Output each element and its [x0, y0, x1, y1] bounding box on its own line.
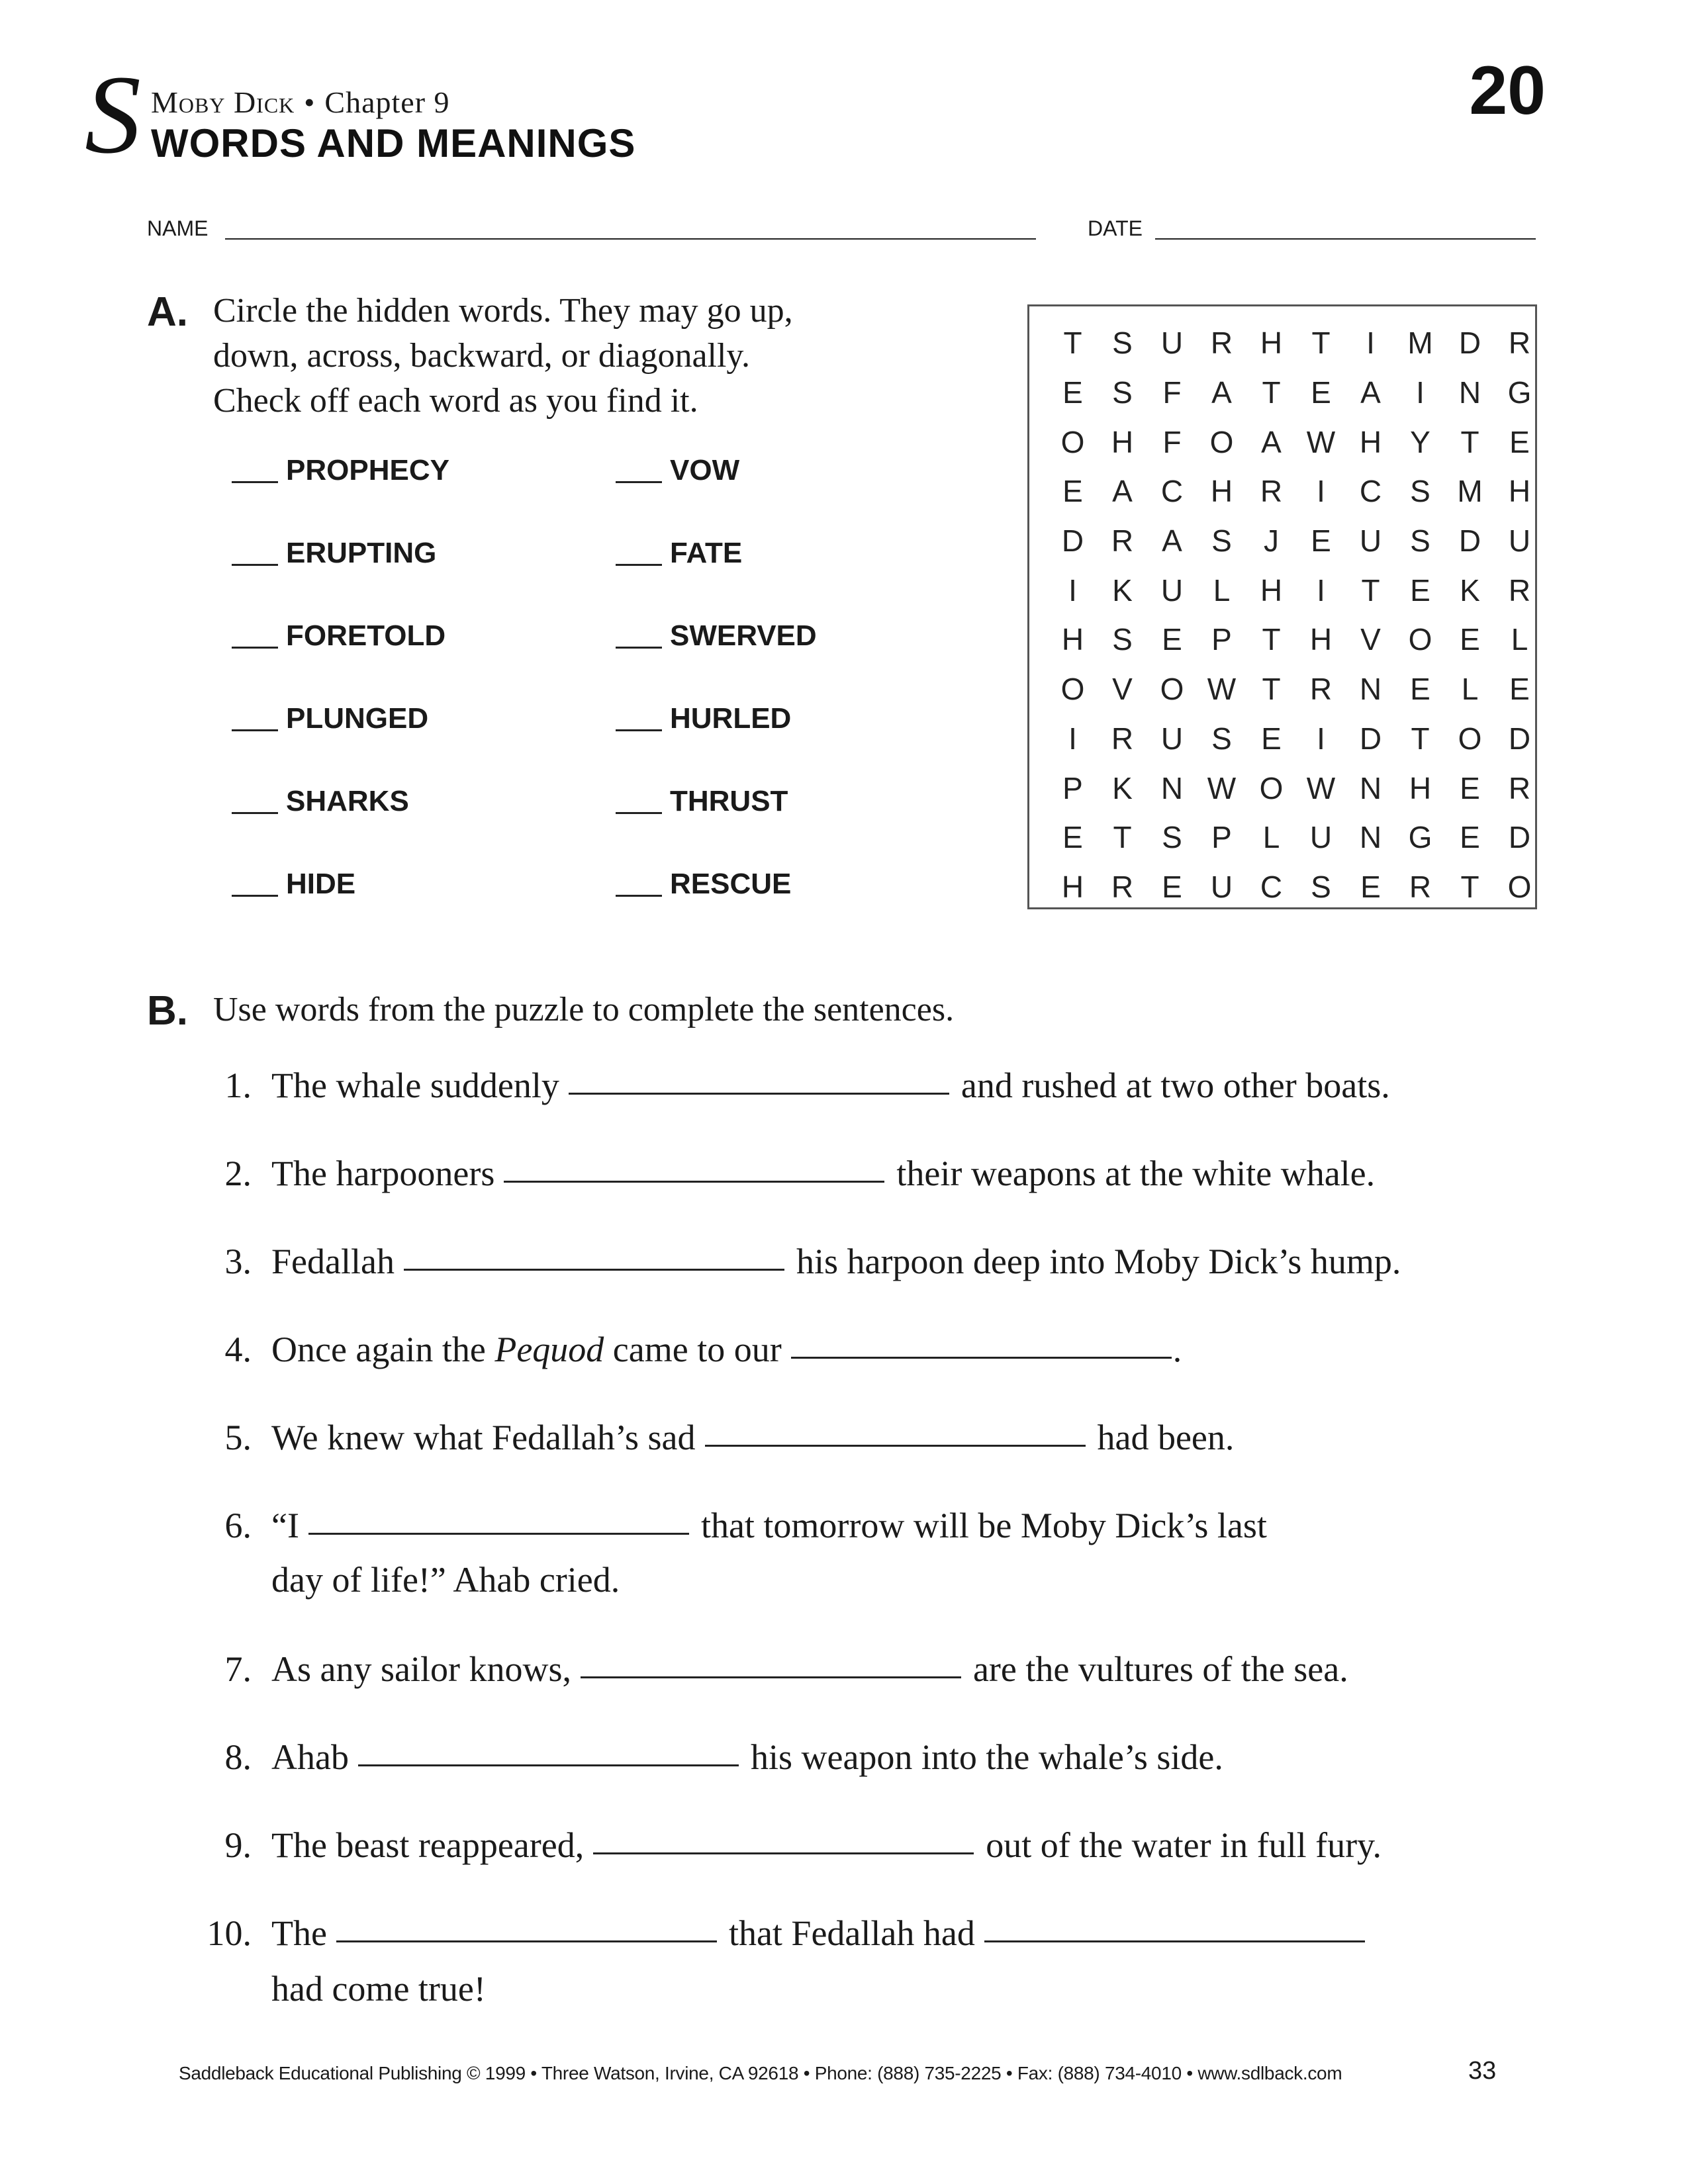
word-search-cell[interactable]: E — [1311, 375, 1331, 410]
word-search-cell[interactable]: E — [1509, 672, 1530, 707]
word-search-cell[interactable]: I — [1068, 721, 1077, 756]
word-item[interactable] — [616, 613, 827, 653]
sentence-number: 4. — [224, 1330, 252, 1369]
word-search-cell[interactable]: H — [1409, 770, 1432, 805]
word-search-cell[interactable]: M — [1407, 326, 1433, 361]
sentence-text: out of the water in full fury. — [986, 1825, 1382, 1865]
word-search-cell[interactable]: T — [1460, 869, 1479, 904]
word-item[interactable] — [232, 613, 616, 653]
word-search-cell[interactable]: A — [1211, 375, 1232, 410]
word-item[interactable] — [232, 861, 616, 901]
word-search-cell[interactable]: T — [1311, 326, 1331, 361]
word-search-cell[interactable]: R — [1111, 523, 1134, 559]
word-search-cell[interactable]: S — [1112, 375, 1133, 410]
word-item[interactable] — [232, 696, 616, 735]
word-search-cell[interactable]: U — [1359, 523, 1382, 559]
word-search-cell[interactable]: H — [1111, 424, 1134, 459]
sentence-text: his harpoon deep into Moby Dick’s hump. — [796, 1242, 1401, 1281]
sentence-text: . — [1172, 1330, 1182, 1369]
word-search-cell[interactable]: H — [1309, 622, 1333, 657]
word-search-cell[interactable]: A — [1360, 375, 1381, 410]
answer-blank[interactable] — [308, 1533, 689, 1535]
checkbox-blank[interactable] — [232, 481, 278, 483]
sentence-text: Fedallah — [271, 1242, 395, 1281]
checkbox-blank[interactable] — [232, 647, 278, 649]
sentence-text: The harpooners — [271, 1154, 495, 1193]
word-item[interactable] — [232, 447, 616, 487]
date-field[interactable] — [1155, 238, 1536, 240]
word-search-cell[interactable]: I — [1317, 572, 1325, 608]
word-search-cell[interactable]: U — [1508, 523, 1531, 559]
word-search-cell[interactable]: E — [1509, 424, 1530, 459]
word-search-cell[interactable]: K — [1460, 572, 1480, 608]
word-search-cell[interactable]: T — [1361, 572, 1380, 608]
answer-blank[interactable] — [358, 1764, 739, 1766]
word-search-cell[interactable]: E — [1062, 375, 1083, 410]
word-label: VOW — [670, 454, 740, 486]
word-label: SWERVED — [670, 619, 817, 652]
worksheet-number: 20 — [1469, 52, 1546, 129]
word-search-cell[interactable]: E — [1062, 474, 1083, 509]
word-search-cell[interactable]: U — [1309, 820, 1333, 855]
word-search-cell[interactable]: Y — [1410, 424, 1430, 459]
word-item[interactable] — [616, 696, 827, 735]
word-search-cell[interactable]: I — [1317, 474, 1325, 509]
word-label: PROPHECY — [286, 454, 449, 486]
word-search-cell[interactable]: S — [1410, 523, 1430, 559]
checkbox-blank[interactable] — [616, 564, 662, 566]
sentence-number: 2. — [224, 1154, 252, 1193]
word-search-cell[interactable]: O — [1458, 721, 1482, 756]
word-search-cell[interactable]: S — [1112, 622, 1133, 657]
word-search-cell[interactable]: D — [1061, 523, 1084, 559]
word-search-cell[interactable]: R — [1508, 770, 1531, 805]
word-search-cell[interactable]: S — [1311, 869, 1331, 904]
checkbox-blank[interactable] — [232, 729, 278, 731]
word-search-cell[interactable]: H — [1359, 424, 1382, 459]
word-search-cell[interactable]: C — [1359, 474, 1382, 509]
word-search-cell[interactable]: T — [1063, 326, 1082, 361]
word-item[interactable] — [616, 530, 827, 570]
word-search-cell[interactable]: T — [1411, 721, 1430, 756]
name-label: NAME — [147, 216, 209, 240]
sentence-number: 9. — [224, 1825, 252, 1865]
word-search-cell[interactable]: P — [1062, 770, 1083, 805]
word-search-cell[interactable]: E — [1311, 523, 1331, 559]
series-line — [151, 85, 450, 120]
word-search-cell[interactable]: R — [1508, 326, 1531, 361]
word-search-cell[interactable]: E — [1162, 869, 1182, 904]
word-search-cell[interactable]: W — [1306, 770, 1336, 805]
sentence-text: had been. — [1097, 1418, 1235, 1457]
sentence-text: that Fedallah had — [728, 1913, 975, 1953]
word-search-cell[interactable]: N — [1359, 672, 1382, 707]
checkbox-blank[interactable] — [616, 812, 662, 814]
word-search-cell[interactable]: R — [1111, 721, 1134, 756]
word-search-cell[interactable]: E — [1460, 770, 1480, 805]
word-search-cell[interactable]: V — [1112, 672, 1133, 707]
word-search-cell[interactable]: S — [1211, 721, 1232, 756]
word-search-cell[interactable]: R — [1260, 474, 1283, 509]
word-search-cell[interactable]: T — [1113, 820, 1132, 855]
date-label: DATE — [1088, 216, 1143, 240]
word-search-cell[interactable]: T — [1262, 622, 1281, 657]
word-search-cell[interactable]: C — [1260, 869, 1283, 904]
word-search-cell[interactable]: O — [1060, 424, 1085, 459]
word-search-cell[interactable]: M — [1457, 474, 1483, 509]
word-search-cell[interactable]: W — [1207, 672, 1237, 707]
word-item[interactable] — [616, 778, 827, 818]
section-b-instructions: Use words from the puzzle to complete the sentences. — [213, 991, 955, 1028]
answer-blank[interactable] — [504, 1181, 884, 1183]
word-search-cell[interactable]: N — [1359, 770, 1382, 805]
word-label: FORETOLD — [286, 619, 446, 652]
word-search-puzzle — [1027, 304, 1537, 909]
section-b-letter: B. — [147, 988, 188, 1034]
word-search-cell[interactable]: N — [1359, 820, 1382, 855]
answer-blank[interactable] — [984, 1940, 1365, 1942]
checkbox-blank[interactable] — [232, 564, 278, 566]
word-search-cell[interactable]: F — [1162, 424, 1182, 459]
name-field[interactable] — [225, 238, 1036, 240]
word-search-cell[interactable]: E — [1410, 572, 1430, 608]
checkbox-blank[interactable] — [616, 647, 662, 649]
sentence-text: As any sailor knows, — [271, 1649, 571, 1689]
word-search-cell[interactable]: E — [1062, 820, 1083, 855]
word-search-cell[interactable]: W — [1207, 770, 1237, 805]
word-list — [232, 447, 827, 950]
publisher-footer: Saddleback Educational Publishing © 1999 • Three Watson, Irvine, CA 92618 • Phone: (888) 735-2225 • Fax: (888) 734-4010 • www.sdlback.com — [179, 2063, 1342, 2083]
word-item[interactable] — [616, 447, 827, 487]
word-search-cell[interactable]: K — [1112, 572, 1133, 608]
word-search-cell[interactable]: H — [1210, 474, 1233, 509]
word-search-cell[interactable]: E — [1360, 869, 1381, 904]
word-search-cell[interactable]: H — [1508, 474, 1531, 509]
word-search-cell[interactable]: U — [1160, 721, 1184, 756]
sentence-text: and rushed at two other boats. — [961, 1066, 1390, 1105]
word-label: HIDE — [286, 868, 356, 900]
word-search-cell[interactable]: R — [1309, 672, 1333, 707]
word-search-cell[interactable]: L — [1461, 672, 1479, 707]
word-search-cell[interactable]: O — [1507, 869, 1532, 904]
answer-blank[interactable] — [705, 1445, 1086, 1447]
sentence-text: day of life!” Ahab cried. — [271, 1560, 620, 1600]
word-search-cell[interactable]: O — [1060, 672, 1085, 707]
word-search-cell[interactable]: G — [1507, 375, 1532, 410]
word-search-cell[interactable]: S — [1211, 523, 1232, 559]
word-search-cell[interactable]: H — [1061, 622, 1084, 657]
answer-blank[interactable] — [336, 1940, 717, 1942]
word-search-cell[interactable]: I — [1317, 721, 1325, 756]
word-search-cell[interactable]: J — [1264, 523, 1279, 559]
answer-blank[interactable] — [569, 1093, 949, 1095]
word-search-cell[interactable]: E — [1162, 622, 1182, 657]
word-label: SHARKS — [286, 785, 409, 817]
word-label: FATE — [670, 537, 743, 569]
word-search-cell[interactable]: U — [1210, 869, 1233, 904]
answer-blank[interactable] — [581, 1676, 961, 1678]
word-label: ERUPTING — [286, 537, 437, 569]
book-title: Moby Dick — [151, 85, 295, 119]
word-search-cell[interactable]: U — [1160, 572, 1184, 608]
word-search-cell[interactable]: S — [1162, 820, 1182, 855]
word-search-cell[interactable]: P — [1211, 622, 1232, 657]
sentence-text: his weapon into the whale’s side. — [750, 1737, 1223, 1777]
word-search-cell[interactable]: E — [1410, 672, 1430, 707]
word-search-cell[interactable]: L — [1213, 572, 1231, 608]
word-search-cell[interactable]: P — [1211, 820, 1232, 855]
word-search-cell[interactable]: V — [1360, 622, 1381, 657]
word-search-cell[interactable]: T — [1460, 424, 1479, 459]
sentence-text: had come true! — [271, 1969, 486, 2009]
checkbox-blank[interactable] — [616, 481, 662, 483]
word-search-cell[interactable]: H — [1260, 572, 1283, 608]
sentence-text: are the vultures of the sea. — [972, 1649, 1348, 1689]
sentence-text: Once again the — [271, 1330, 486, 1369]
word-search-cell[interactable]: E — [1460, 820, 1480, 855]
word-search-cell[interactable]: C — [1160, 474, 1184, 509]
word-search-cell[interactable]: O — [1259, 770, 1284, 805]
word-search-cell[interactable]: S — [1112, 326, 1133, 361]
word-search-cell[interactable]: A — [1261, 424, 1282, 459]
section-a-letter: A. — [147, 289, 188, 335]
worksheet-title: WORDS AND MEANINGS — [151, 121, 636, 165]
word-search-cell[interactable]: W — [1306, 424, 1336, 459]
sentence-number: 8. — [224, 1737, 252, 1777]
logo-letter: S — [85, 66, 141, 165]
page-number: 33 — [1468, 2057, 1497, 2085]
word-search-cell[interactable]: O — [1209, 424, 1234, 459]
word-search-cell[interactable]: H — [1260, 326, 1283, 361]
separator-dot: • — [304, 85, 316, 119]
word-search-cell[interactable]: O — [1408, 622, 1432, 657]
word-search-cell[interactable]: R — [1210, 326, 1233, 361]
sentence-text: The whale suddenly — [271, 1066, 559, 1105]
word-search-cell[interactable]: L — [1511, 622, 1528, 657]
sentence-text: their weapons at the white whale. — [896, 1154, 1376, 1193]
sentence-number: 5. — [224, 1418, 252, 1457]
word-search-cell[interactable]: U — [1160, 326, 1184, 361]
sentence-number: 3. — [224, 1242, 252, 1281]
word-search-cell[interactable]: A — [1162, 523, 1182, 559]
sentence-number: 1. — [224, 1066, 252, 1105]
word-search-cell[interactable]: L — [1262, 820, 1280, 855]
word-search-cell[interactable]: N — [1160, 770, 1184, 805]
word-search-cell[interactable]: D — [1359, 721, 1382, 756]
word-search-cell[interactable]: N — [1458, 375, 1481, 410]
word-search-cell[interactable]: E — [1460, 622, 1480, 657]
word-label: THRUST — [670, 785, 788, 817]
word-search-cell[interactable]: O — [1160, 672, 1184, 707]
word-search-cell[interactable]: G — [1408, 820, 1432, 855]
answer-blank[interactable] — [791, 1357, 1172, 1359]
word-search-cell[interactable]: R — [1409, 869, 1432, 904]
sentence-number: 10. — [207, 1913, 252, 1953]
series-logo-s — [78, 66, 151, 165]
checkbox-blank[interactable] — [232, 895, 278, 897]
word-search-cell[interactable]: D — [1508, 820, 1531, 855]
instruction-line: Circle the hidden words. They may go up, — [213, 292, 793, 330]
word-search-cell[interactable]: A — [1112, 474, 1133, 509]
word-item[interactable] — [232, 530, 616, 570]
sentence-text: Ahab — [271, 1737, 349, 1777]
checkbox-blank[interactable] — [616, 729, 662, 731]
word-search-cell[interactable]: D — [1458, 523, 1481, 559]
word-search-cell[interactable]: F — [1162, 375, 1182, 410]
word-search-cell[interactable]: R — [1111, 869, 1134, 904]
sentence-number: 6. — [224, 1506, 252, 1545]
word-item[interactable] — [232, 778, 616, 818]
chapter-label: Chapter 9 — [324, 85, 450, 119]
word-label: RESCUE — [670, 868, 792, 900]
instruction-line: down, across, backward, or diagonally. — [213, 337, 751, 375]
word-search-grid — [1048, 318, 1544, 911]
sentence-text: The — [271, 1913, 327, 1953]
sentence-text: The beast reappeared, — [271, 1825, 585, 1865]
word-label: HURLED — [670, 702, 792, 735]
word-search-cell[interactable]: I — [1068, 572, 1077, 608]
word-search-cell[interactable]: T — [1262, 375, 1281, 410]
instruction-line: Check off each word as you find it. — [213, 382, 698, 420]
word-search-cell[interactable]: I — [1416, 375, 1425, 410]
answer-blank[interactable] — [593, 1852, 974, 1854]
answer-blank[interactable] — [404, 1269, 784, 1271]
sentence-text: that tomorrow will be Moby Dick’s last — [700, 1506, 1267, 1545]
checkbox-blank[interactable] — [232, 812, 278, 814]
word-item[interactable] — [616, 861, 827, 901]
word-search-cell[interactable]: K — [1112, 770, 1133, 805]
section-a-instructions — [213, 289, 793, 424]
word-search-cell[interactable]: H — [1061, 869, 1084, 904]
word-search-cell[interactable]: D — [1458, 326, 1481, 361]
word-search-cell[interactable]: E — [1261, 721, 1282, 756]
sentence-number: 7. — [224, 1649, 252, 1689]
sentence-text: came to our — [612, 1330, 782, 1369]
sentence-text: “I — [271, 1506, 299, 1545]
checkbox-blank[interactable] — [616, 895, 662, 897]
word-search-cell[interactable]: T — [1262, 672, 1281, 707]
word-search-cell[interactable]: I — [1366, 326, 1375, 361]
word-search-cell[interactable]: S — [1410, 474, 1430, 509]
word-search-cell[interactable]: D — [1508, 721, 1531, 756]
word-label: PLUNGED — [286, 702, 429, 735]
ship-name: Pequod — [494, 1330, 604, 1369]
sentence-text: We knew what Fedallah’s sad — [271, 1418, 696, 1457]
word-search-cell[interactable]: R — [1508, 572, 1531, 608]
